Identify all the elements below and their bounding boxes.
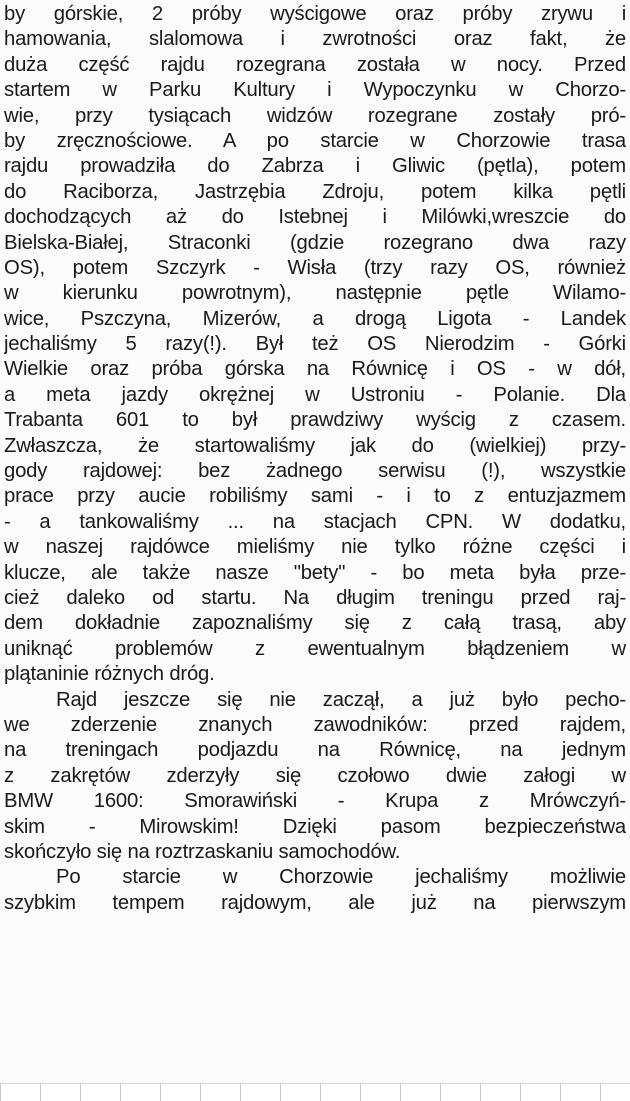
grid-paper-strip <box>0 1083 630 1101</box>
text-line: we zderzenie znanych zawodników: przed rajdem, <box>4 713 626 736</box>
text-line: gody rajdowej: bez żadnego serwisu (!), wszystkie <box>4 460 626 483</box>
text-line: w kierunku powrotnym), następnie pętle Wilamo- <box>4 282 626 305</box>
text-line: OS), potem Szczyrk - Wisła (trzy razy OS, również <box>4 256 626 279</box>
text-line: Trabanta 601 to był prawdziwy wyścig z czasem. <box>4 409 626 432</box>
text-line: szybkim tempem rajdowym, ale już na pierwszym <box>4 891 626 914</box>
text-line: by górskie, 2 próby wyścigowe oraz próby zrywu i <box>4 3 626 25</box>
text-line: z zakrętów zderzyły się czołowo dwie załogi w <box>4 764 626 787</box>
text-line: skończyło się na roztrzaskaniu samochodów. <box>4 840 401 863</box>
text-line: duża część rajdu rozegrana została w nocy. Przed <box>4 53 626 76</box>
text-line: uniknąć problemów z ewentualnym błądzeniem w <box>4 637 626 660</box>
text-line: prace przy aucie robiliśmy sami - i to z entuzjazmem <box>4 485 626 508</box>
text-line: Zwłaszcza, że startowaliśmy jak do (wielkiej) przy- <box>4 434 626 457</box>
article-text <box>4 2 626 916</box>
text-line: wie, przy tysiącach widzów rozegrane zostały pró- <box>4 104 626 127</box>
text-line: dochodzących aż do Istebnej i Milówki,wreszcie do <box>4 206 626 229</box>
text-line: BMW 1600: Smorawiński - Krupa z Mrówczyń- <box>4 790 626 813</box>
text-line: a meta jazdy okrężnej w Ustroniu - Polanie. Dla <box>4 383 626 406</box>
text-line: dem dokładnie zapoznaliśmy się z całą trasą, aby <box>4 612 626 635</box>
paragraph-start-line: Rajd jeszcze się nie zaczął, a już było pecho- <box>56 688 626 711</box>
text-line: startem w Parku Kultury i Wypoczynku w Chorzo- <box>4 79 626 102</box>
text-line: - a tankowaliśmy ... na stacjach CPN. W dodatku, <box>4 510 626 533</box>
text-line: Wielkie oraz próba górska na Równicę i OS - w dół, <box>4 358 626 381</box>
text-line: do Raciborza, Jastrzębia Zdroju, potem kilka pętli <box>4 180 626 203</box>
paragraph-start-line: Po starcie w Chorzowie jechaliśmy możliwie <box>56 866 626 889</box>
text-line: hamowania, slalomowa i zwrotności oraz fakt, że <box>4 28 626 51</box>
text-line: cież daleko od startu. Na długim treningu przed raj- <box>4 586 626 609</box>
text-line: jechaliśmy 5 razy(!). Był też OS Nierodzim - Górki <box>4 333 626 356</box>
text-line: wice, Pszczyna, Mizerów, a drogą Ligota - Landek <box>4 307 626 330</box>
text-line: w naszej rajdówce mieliśmy nie tylko różne części i <box>4 536 626 559</box>
text-line: plątaninie różnych dróg. <box>4 663 215 686</box>
text-line: rajdu prowadziła do Zabrza i Gliwic (pętla), potem <box>4 155 626 178</box>
text-line: Bielska-Białej, Straconki (gdzie rozegrano dwa razy <box>4 231 626 254</box>
text-line: skim - Mirowskim! Dzięki pasom bezpieczeństwa <box>4 815 626 838</box>
text-line: by zręcznościowe. A po starcie w Chorzowie trasa <box>4 129 626 152</box>
text-line: na treningach podjazdu na Równicę, na jednym <box>4 739 626 762</box>
text-line: klucze, ale także nasze "bety" - bo meta była prze- <box>4 561 626 584</box>
